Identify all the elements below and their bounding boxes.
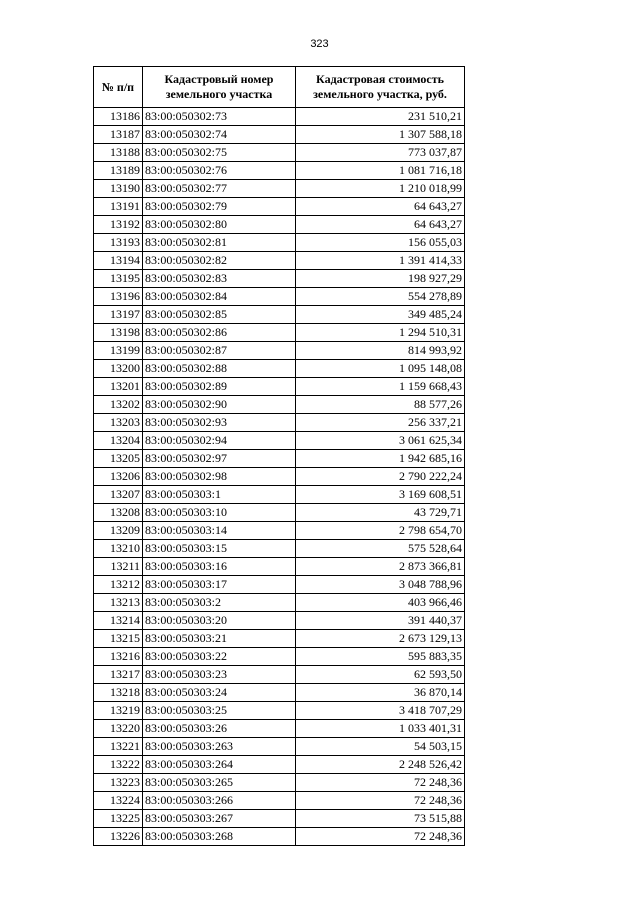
cadastral-number-cell: 83:00:050302:90 xyxy=(143,396,296,414)
row-number-cell: 13195 xyxy=(94,270,143,288)
cadastral-value-cell: 231 510,21 xyxy=(296,108,465,126)
row-number-cell: 13205 xyxy=(94,450,143,468)
table-row xyxy=(94,504,465,522)
row-number-cell: 13200 xyxy=(94,360,143,378)
cadastral-number-cell: 83:00:050302:82 xyxy=(143,252,296,270)
cadastral-number-cell: 83:00:050303:14 xyxy=(143,522,296,540)
cadastral-value-cell: 1 942 685,16 xyxy=(296,450,465,468)
cadastral-number-cell: 83:00:050302:74 xyxy=(143,126,296,144)
table-row xyxy=(94,162,465,180)
cadastral-number-cell: 83:00:050302:87 xyxy=(143,342,296,360)
table-row xyxy=(94,324,465,342)
cadastral-value-cell: 3 418 707,29 xyxy=(296,702,465,720)
row-number-cell: 13189 xyxy=(94,162,143,180)
table-row xyxy=(94,666,465,684)
cadastral-number-cell: 83:00:050303:10 xyxy=(143,504,296,522)
cadastral-number-cell: 83:00:050302:76 xyxy=(143,162,296,180)
row-number-cell: 13211 xyxy=(94,558,143,576)
table-row xyxy=(94,414,465,432)
row-number-cell: 13223 xyxy=(94,774,143,792)
row-number-cell: 13204 xyxy=(94,432,143,450)
row-number-cell: 13210 xyxy=(94,540,143,558)
table-row xyxy=(94,270,465,288)
table-row xyxy=(94,792,465,810)
cadastral-number-cell: 83:00:050303:266 xyxy=(143,792,296,810)
row-number-cell: 13206 xyxy=(94,468,143,486)
cadastral-number-cell: 83:00:050302:93 xyxy=(143,414,296,432)
table-row xyxy=(94,756,465,774)
table-row xyxy=(94,630,465,648)
cadastral-value-cell: 3 169 608,51 xyxy=(296,486,465,504)
row-number-cell: 13193 xyxy=(94,234,143,252)
row-number-cell: 13221 xyxy=(94,738,143,756)
cadastral-value-cell: 575 528,64 xyxy=(296,540,465,558)
cadastral-value-cell: 72 248,36 xyxy=(296,828,465,846)
header-row xyxy=(94,67,465,108)
table-row xyxy=(94,126,465,144)
cadastral-number-cell: 83:00:050303:22 xyxy=(143,648,296,666)
row-number-cell: 13216 xyxy=(94,648,143,666)
cadastral-number-cell: 83:00:050302:85 xyxy=(143,306,296,324)
cadastral-value-cell: 1 033 401,31 xyxy=(296,720,465,738)
table-header xyxy=(94,67,465,108)
cadastral-number-cell: 83:00:050302:77 xyxy=(143,180,296,198)
cadastral-number-cell: 83:00:050303:263 xyxy=(143,738,296,756)
cadastral-value-cell: 403 966,46 xyxy=(296,594,465,612)
cadastral-value-cell: 2 798 654,70 xyxy=(296,522,465,540)
row-number-cell: 13225 xyxy=(94,810,143,828)
table-row xyxy=(94,108,465,126)
cadastral-value-cell: 43 729,71 xyxy=(296,504,465,522)
table-row xyxy=(94,576,465,594)
cadastral-value-cell: 595 883,35 xyxy=(296,648,465,666)
cadastral-number-cell: 83:00:050302:81 xyxy=(143,234,296,252)
cadastral-value-cell: 1 095 148,08 xyxy=(296,360,465,378)
cadastral-number-cell: 83:00:050303:23 xyxy=(143,666,296,684)
row-number-cell: 13222 xyxy=(94,756,143,774)
row-number-cell: 13202 xyxy=(94,396,143,414)
row-number-cell: 13217 xyxy=(94,666,143,684)
cadastral-value-cell: 64 643,27 xyxy=(296,216,465,234)
cadastral-value-cell: 256 337,21 xyxy=(296,414,465,432)
table-row xyxy=(94,540,465,558)
table-row xyxy=(94,198,465,216)
cadastral-value-cell: 156 055,03 xyxy=(296,234,465,252)
row-number-cell: 13191 xyxy=(94,198,143,216)
cadastral-value-cell: 3 048 788,96 xyxy=(296,576,465,594)
cadastral-value-cell: 2 248 526,42 xyxy=(296,756,465,774)
cadastral-number-cell: 83:00:050303:26 xyxy=(143,720,296,738)
cadastral-value-cell: 64 643,27 xyxy=(296,198,465,216)
row-number-cell: 13226 xyxy=(94,828,143,846)
table-row xyxy=(94,594,465,612)
table-row xyxy=(94,378,465,396)
cadastral-number-cell: 83:00:050303:2 xyxy=(143,594,296,612)
cadastral-value-cell: 773 037,87 xyxy=(296,144,465,162)
row-number-cell: 13203 xyxy=(94,414,143,432)
cadastral-value-cell: 198 927,29 xyxy=(296,270,465,288)
cadastral-value-cell: 349 485,24 xyxy=(296,306,465,324)
cadastral-value-cell: 72 248,36 xyxy=(296,774,465,792)
cadastral-number-cell: 83:00:050303:25 xyxy=(143,702,296,720)
table-row xyxy=(94,450,465,468)
table-row xyxy=(94,432,465,450)
row-number-cell: 13194 xyxy=(94,252,143,270)
cadastral-number-cell: 83:00:050302:80 xyxy=(143,216,296,234)
cadastral-number-cell: 83:00:050303:21 xyxy=(143,630,296,648)
table-row xyxy=(94,360,465,378)
table-row xyxy=(94,342,465,360)
cadastral-number-cell: 83:00:050302:79 xyxy=(143,198,296,216)
cadastral-number-cell: 83:00:050303:1 xyxy=(143,486,296,504)
cadastral-number-cell: 83:00:050302:75 xyxy=(143,144,296,162)
row-number-cell: 13201 xyxy=(94,378,143,396)
row-number-cell: 13220 xyxy=(94,720,143,738)
row-number-cell: 13186 xyxy=(94,108,143,126)
row-number-cell: 13224 xyxy=(94,792,143,810)
table-row xyxy=(94,144,465,162)
table-row xyxy=(94,486,465,504)
cadastral-value-cell: 814 993,92 xyxy=(296,342,465,360)
cadastral-value-cell: 2 873 366,81 xyxy=(296,558,465,576)
cadastral-value-cell: 1 210 018,99 xyxy=(296,180,465,198)
cadastral-value-cell: 3 061 625,34 xyxy=(296,432,465,450)
table-row xyxy=(94,774,465,792)
table-row xyxy=(94,720,465,738)
header-cadastral-value: Кадастровая стоимость земельного участка, руб. xyxy=(296,67,465,108)
cadastral-value-cell: 1 159 668,43 xyxy=(296,378,465,396)
cadastral-value-cell: 1 307 588,18 xyxy=(296,126,465,144)
cadastral-value-table xyxy=(93,66,465,846)
cadastral-number-cell: 83:00:050302:94 xyxy=(143,432,296,450)
cadastral-number-cell: 83:00:050303:16 xyxy=(143,558,296,576)
table-row xyxy=(94,702,465,720)
cadastral-value-cell: 54 503,15 xyxy=(296,738,465,756)
row-number-cell: 13219 xyxy=(94,702,143,720)
table-row xyxy=(94,810,465,828)
table-row xyxy=(94,396,465,414)
row-number-cell: 13213 xyxy=(94,594,143,612)
cadastral-number-cell: 83:00:050303:24 xyxy=(143,684,296,702)
cadastral-value-cell: 62 593,50 xyxy=(296,666,465,684)
cadastral-number-cell: 83:00:050303:268 xyxy=(143,828,296,846)
cadastral-value-cell: 1 081 716,18 xyxy=(296,162,465,180)
table-row xyxy=(94,234,465,252)
row-number-cell: 13209 xyxy=(94,522,143,540)
cadastral-number-cell: 83:00:050302:88 xyxy=(143,360,296,378)
cadastral-value-cell: 73 515,88 xyxy=(296,810,465,828)
page-number: 323 xyxy=(310,38,329,50)
row-number-cell: 13197 xyxy=(94,306,143,324)
table-row xyxy=(94,612,465,630)
cadastral-number-cell: 83:00:050303:17 xyxy=(143,576,296,594)
cadastral-value-cell: 88 577,26 xyxy=(296,396,465,414)
cadastral-number-cell: 83:00:050303:265 xyxy=(143,774,296,792)
table-row xyxy=(94,738,465,756)
table-row xyxy=(94,252,465,270)
table-row xyxy=(94,306,465,324)
cadastral-value-cell: 2 673 129,13 xyxy=(296,630,465,648)
row-number-cell: 13212 xyxy=(94,576,143,594)
table-row xyxy=(94,288,465,306)
table-row xyxy=(94,180,465,198)
cadastral-value-cell: 1 391 414,33 xyxy=(296,252,465,270)
row-number-cell: 13187 xyxy=(94,126,143,144)
cadastral-value-cell: 554 278,89 xyxy=(296,288,465,306)
cadastral-value-cell: 391 440,37 xyxy=(296,612,465,630)
cadastral-number-cell: 83:00:050302:97 xyxy=(143,450,296,468)
row-number-cell: 13188 xyxy=(94,144,143,162)
table-row xyxy=(94,522,465,540)
table-row xyxy=(94,648,465,666)
table-row xyxy=(94,684,465,702)
row-number-cell: 13190 xyxy=(94,180,143,198)
cadastral-number-cell: 83:00:050302:89 xyxy=(143,378,296,396)
row-number-cell: 13192 xyxy=(94,216,143,234)
row-number-cell: 13199 xyxy=(94,342,143,360)
cadastral-value-cell: 72 248,36 xyxy=(296,792,465,810)
cadastral-number-cell: 83:00:050303:15 xyxy=(143,540,296,558)
table-row xyxy=(94,468,465,486)
cadastral-number-cell: 83:00:050303:267 xyxy=(143,810,296,828)
cadastral-number-cell: 83:00:050302:86 xyxy=(143,324,296,342)
table-row xyxy=(94,216,465,234)
row-number-cell: 13198 xyxy=(94,324,143,342)
row-number-cell: 13215 xyxy=(94,630,143,648)
cadastral-number-cell: 83:00:050303:264 xyxy=(143,756,296,774)
table-body xyxy=(94,108,465,846)
cadastral-number-cell: 83:00:050302:73 xyxy=(143,108,296,126)
row-number-cell: 13218 xyxy=(94,684,143,702)
cadastral-number-cell: 83:00:050302:98 xyxy=(143,468,296,486)
row-number-cell: 13196 xyxy=(94,288,143,306)
header-cadastral-number: Кадастровый номер земельного участка xyxy=(143,67,296,108)
table-row xyxy=(94,558,465,576)
cadastral-value-cell: 36 870,14 xyxy=(296,684,465,702)
row-number-cell: 13214 xyxy=(94,612,143,630)
row-number-cell: 13208 xyxy=(94,504,143,522)
cadastral-number-cell: 83:00:050303:20 xyxy=(143,612,296,630)
cadastral-value-cell: 2 790 222,24 xyxy=(296,468,465,486)
cadastral-number-cell: 83:00:050302:83 xyxy=(143,270,296,288)
cadastral-number-cell: 83:00:050302:84 xyxy=(143,288,296,306)
table-row xyxy=(94,828,465,846)
header-num: № п/п xyxy=(94,67,143,108)
cadastral-value-cell: 1 294 510,31 xyxy=(296,324,465,342)
row-number-cell: 13207 xyxy=(94,486,143,504)
